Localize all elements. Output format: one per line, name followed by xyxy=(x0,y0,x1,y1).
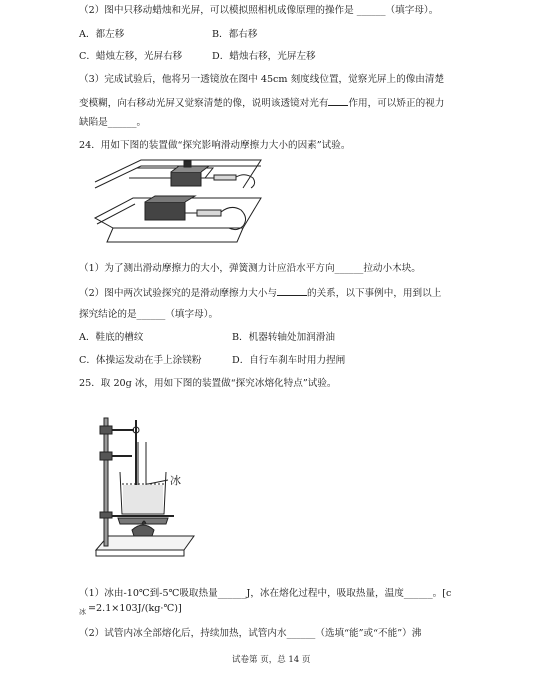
question-24: 24．用如下图的装置做“探究影响滑动摩擦力大小的因素”试验。 xyxy=(79,140,351,151)
friction-apparatus-figure xyxy=(93,158,265,250)
text-line: 探究结论的是______（填字母）。 xyxy=(79,309,219,320)
text-line: （3）完成试验后，他将另一透镜放在图中 45cm 刻度线位置，觉察光屏上的像由清楚 xyxy=(79,74,445,85)
text-line: （2）图中两次试验探究的是滑动摩擦力大小与 的关系，以下事例中，用到以上 xyxy=(79,288,442,299)
option-c: C．体操运发动在手上涂镁粉 xyxy=(79,355,202,366)
question-25: 25．取 20g 冰，用如下图的装置做“探究冰熔化特点”试验。 xyxy=(79,378,337,389)
option-b: B．都右移 xyxy=(212,29,258,40)
option-b: B．机器转轴处加润滑油 xyxy=(232,332,335,343)
ice-melting-apparatus-figure xyxy=(92,412,200,572)
text-line: （2）图中只移动蜡烛和光屏，可以模拟照相机成像原理的操作是 ______（填字母）。 xyxy=(79,5,439,16)
text-line: =2.1×103J/(kg·℃)] xyxy=(88,603,182,614)
page-footer: 试卷第 页，总 14 页 xyxy=(232,655,311,665)
ice-label: 冰 xyxy=(170,474,181,487)
subscript-ice: 冰 xyxy=(79,608,86,616)
text-line: 缺陷是______。 xyxy=(79,117,147,128)
text-line: 变模糊，向右移动光屏又觉察清楚的像，说明该透镜对光有 作用，可以矫正的视力 xyxy=(79,98,445,109)
option-a: A．鞋底的槽纹 xyxy=(79,332,144,343)
text-line: （2）试管内冰全部熔化后，持续加热，试管内水______（选填“能”或“不能”）沸 xyxy=(79,628,422,639)
option-d: D．自行车刹车时用力捏闸 xyxy=(232,355,346,366)
option-c: C．蜡烛左移，光屏右移 xyxy=(79,51,183,62)
answer-blank[interactable] xyxy=(277,286,307,296)
option-a: A．都左移 xyxy=(79,29,125,40)
answer-blank[interactable] xyxy=(328,96,348,106)
text-line: （1）为了测出滑动摩擦力的大小，弹簧测力计应沿水平方向______拉动小木块。 xyxy=(79,263,421,274)
text-line: （1）冰由-10℃到-5℃吸取热量______J，冰在熔化过程中，吸取热量，温度______。[c xyxy=(79,588,452,599)
option-d: D．蜡烛右移，光屏左移 xyxy=(212,51,316,62)
